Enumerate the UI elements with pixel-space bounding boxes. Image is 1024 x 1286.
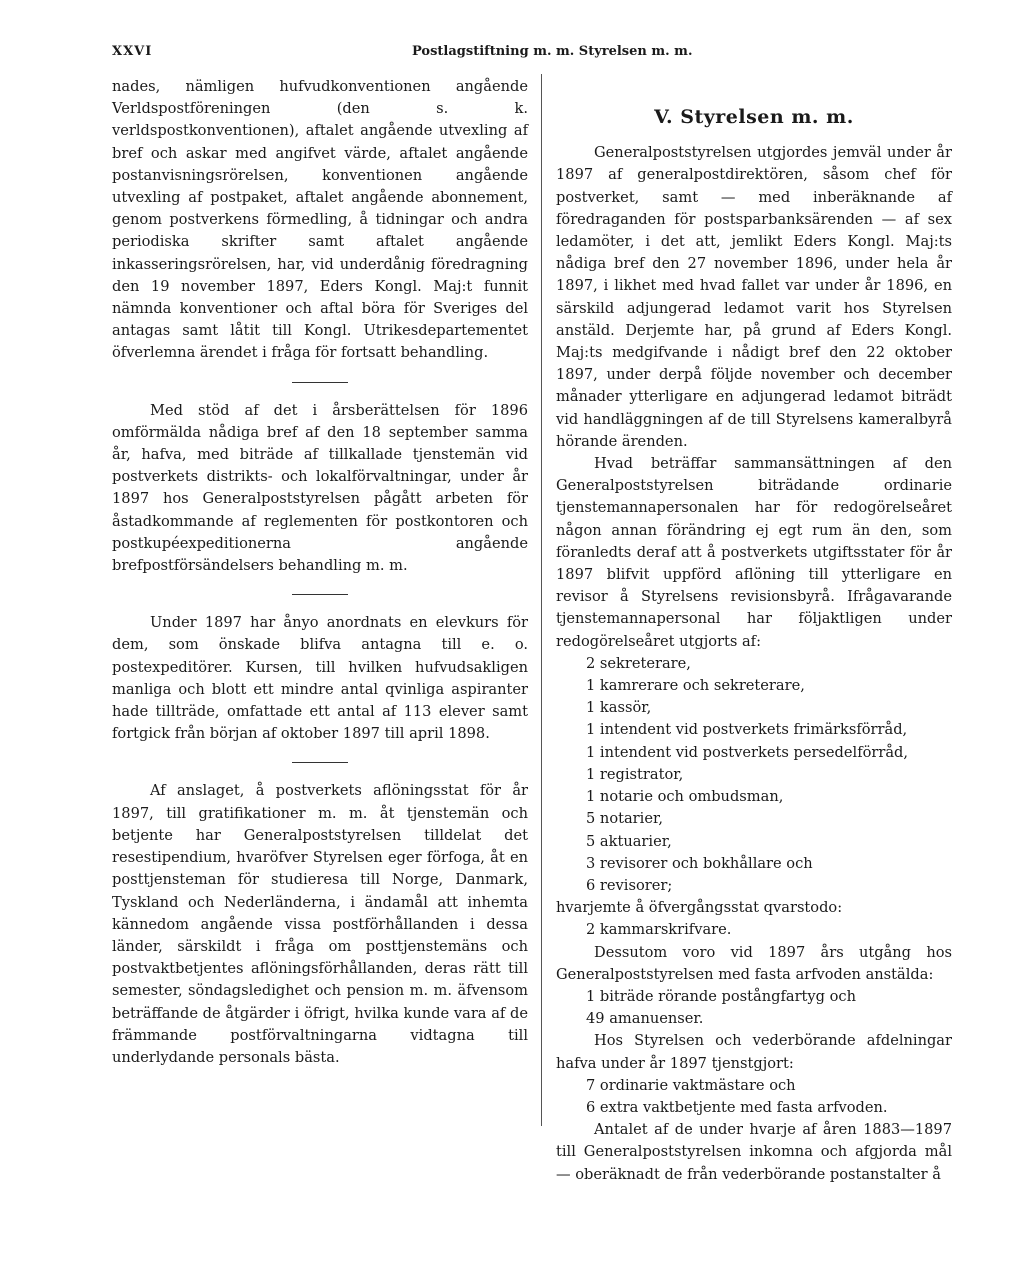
- list-item: 1 intendent vid postverkets persedelförråd,: [586, 743, 909, 761]
- list-item: 1 kamrerare och sekreterare,: [586, 677, 805, 695]
- running-head: Postlagstiftning m. m. Styrelsen m. m.: [412, 44, 693, 59]
- section-rule: [292, 594, 348, 595]
- left-paragraph-3: Under 1897 har ånyo anordnats en elevkurs för dem, som önskade blifva antagna till e. o. postexpeditörer. Kursen, till hvilken hufvudsakligen manliga och blott ett mindre antal qvinliga aspiranter hade tillträde, omfattade ett antal af 113 elever samt fortgick från början af oktober 1897 till april 1898.: [112, 614, 528, 743]
- right-column: [556, 106, 952, 1186]
- list-item: 49 amanuenser.: [586, 1010, 704, 1028]
- list-item: 7 ordinarie vaktmästare och: [586, 1076, 796, 1094]
- right-paragraph-3: Dessutom voro vid 1897 års utgång hos Generalpoststyrelsen med fasta arfvoden anstälda:: [556, 943, 952, 983]
- staff-list: [556, 653, 952, 897]
- left-paragraph-1: nades, nämligen hufvudkonventionen angående Verldspostföreningen (den s. k. verldspostkonventionen), aftalet angående utvexling af bref och askar med angifvet värde, aftalet angående postanvisningsrörelsen, konventionen angående utvexling af postpaket, aftalet angående abonnement, genom postverkens förmedling, å tidningar och andra periodiska skrifter samt aftalet angående inkasseringsrörelsen, har, vid underdånig föredragning den 19 november 1897, Eders Kongl. Maj:t funnit nämnda konventioner och aftal böra för Sveriges del antagas samt låtit till Kongl. Utrikesdepartementet öfverlemna ärendet i fråga för fortsatt behandling.: [112, 78, 528, 362]
- list-item: 1 registrator,: [586, 765, 684, 783]
- column-divider: [541, 74, 542, 1126]
- list-item: 1 notarie och ombudsman,: [586, 788, 784, 806]
- section-title: V. Styrelsen m. m.: [654, 106, 854, 128]
- right-paragraph-5: Antalet af de under hvarje af åren 1883—1897 till Generalpoststyrelsen inkomna och afgjorda mål — oberäknadt de från vederbörande postanstalter å: [556, 1121, 952, 1183]
- page-number: XXVI: [112, 44, 153, 59]
- fixed-staff-list: [556, 986, 952, 1030]
- left-column: [112, 76, 528, 1069]
- list-item: 5 notarier,: [586, 810, 663, 828]
- list-item: 6 revisorer;: [586, 876, 673, 894]
- section-rule: [292, 382, 348, 383]
- list-item: 3 revisorer och bokhållare och: [586, 854, 813, 872]
- list-item: 2 sekreterare,: [586, 654, 691, 672]
- list-item: 1 intendent vid postverkets frimärksförråd,: [586, 721, 908, 739]
- left-paragraph-2: Med stöd af det i årsberättelsen för 1896 omförmälda nådiga bref af den 18 september samma år, hafva, med biträde af tillkallade tjenstemän vid postverkets distrikts- och lokalförvaltningar, under år 1897 hos Generalpoststyrelsen pågått arbeten för åstadkommande af reglementen för postkontoren och postkupéexpeditionerna angående brefpostförsändelsers behandling m. m.: [112, 401, 528, 575]
- list-item: 6 extra vaktbetjente med fasta arfvoden.: [586, 1098, 888, 1116]
- right-paragraph-2: Hvad beträffar sammansättningen af den Generalpoststyrelsen biträdande ordinarie tjenstemannapersonalen har för redogörelseåret någon annan förändring ej egt rum än den, som föranledts deraf att å postverkets utgiftsstater för år 1897 blifvit uppförd aflöning till ytterligare en revisor å Styrelsens revisionsbyrå. Ifrågavarande tjenstemannapersonal har följaktligen under redogörelseåret utgjorts af:: [556, 455, 952, 650]
- list-item: 5 aktuarier,: [586, 832, 672, 850]
- running-header: [112, 44, 952, 68]
- list-item: 2 kammarskrifvare.: [586, 921, 732, 939]
- list-item: 1 biträde rörande postångfartyg och: [586, 987, 856, 1005]
- transition-list: [556, 919, 952, 941]
- transition-line: hvarjemte å öfvergångsstat qvarstodo:: [556, 899, 843, 917]
- right-paragraph-4: Hos Styrelsen och vederbörande afdelningar hafva under år 1897 tjenstgjort:: [556, 1032, 952, 1072]
- section-rule: [292, 762, 348, 763]
- left-paragraph-4: Af anslaget, å postverkets aflöningsstat för år 1897, till gratifikationer m. m. åt tjenstemän och betjente har Generalpoststyrelsen tilldelat det resestipendium, hvaröfver Styrelsen eger förfoga, åt en posttjensteman för studieresa till Norge, Danmark, Tyskland och Nederländerna, i ändamål att inhemta kännedom angående vissa postförhållanden i dessa länder, särskildt i fråga om posttjenstemäns och postvaktbetjentes aflöningsförhållanden, deras rätt till semester, söndagsledighet och pension m. m. äfvensom beträffande de åtgärder i öfrigt, hvilka kunde vara af de främmande postförvaltningarna vidtagna till underlydande personals bästa.: [112, 782, 528, 1066]
- served-list: [556, 1075, 952, 1119]
- list-item: 1 kassör,: [586, 699, 652, 717]
- right-paragraph-1: Generalpoststyrelsen utgjordes jemväl under år 1897 af generalpostdirektören, såsom chef för postverket, samt — med inberäknande af föredraganden för postsparbanksärenden — af sex ledamöter, i det att, jemlikt Eders Kongl. Maj:ts nådiga bref den 27 november 1896, under hela år 1897, i likhet med hvad fallet var under år 1896, en särskild adjungerad ledamot varit hos Styrelsen anstäld. Derjemte har, på grund af Eders Kongl. Maj:ts medgifvande i nådigt bref den 22 oktober 1897, under derpå följde november och december månader ytterligare en adjungerad ledamot biträdt vid handläggningen af de till Styrelsens kameralbyrå hörande ärenden.: [556, 144, 952, 450]
